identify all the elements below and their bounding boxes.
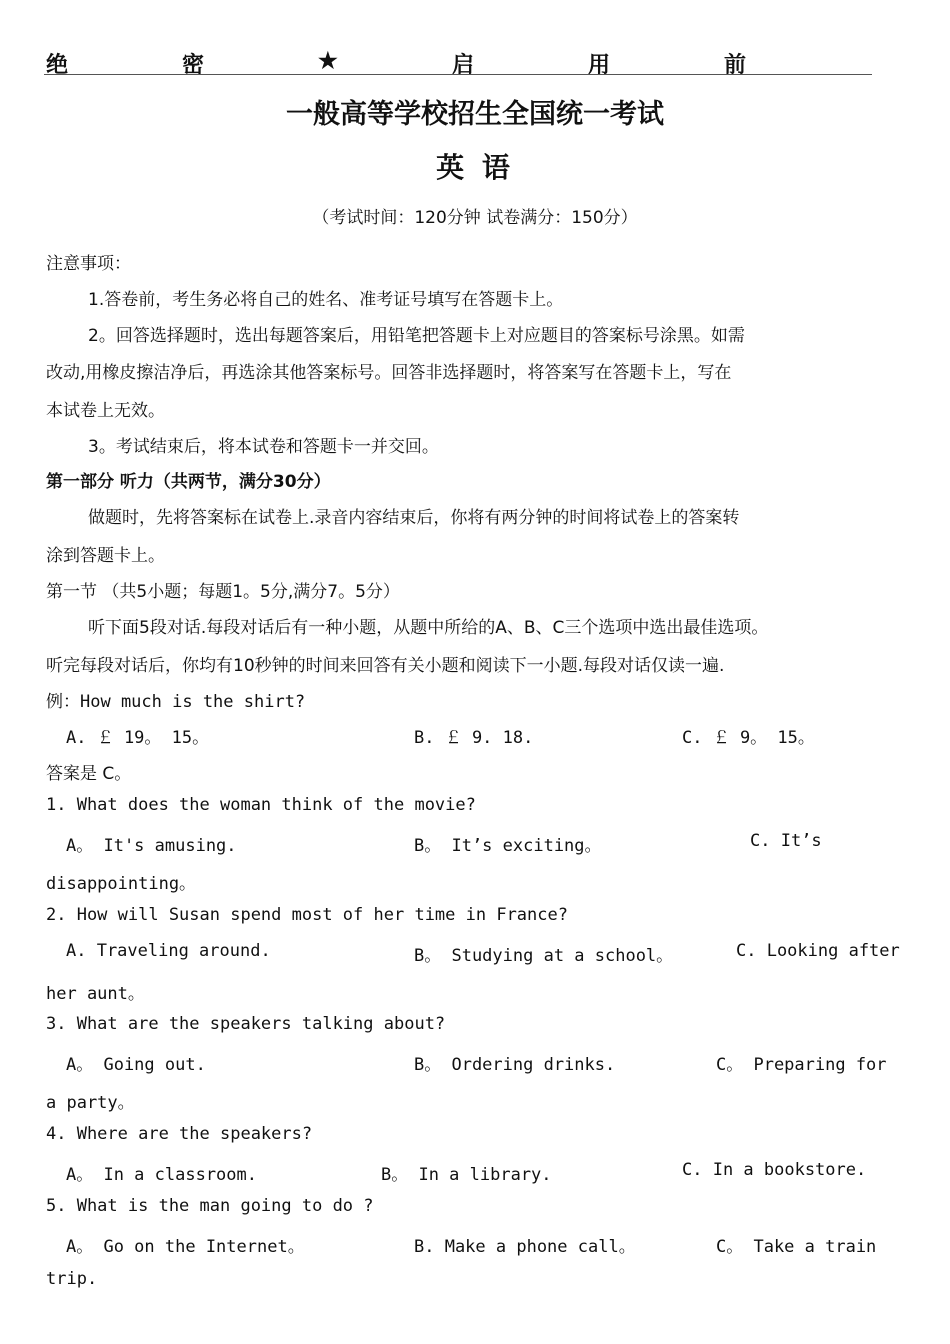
header-char-1: 绝 — [46, 52, 69, 78]
option-b: B。 Studying at a school。 — [414, 946, 674, 966]
section1-heading: 第一节 （共5小题；每题1。5分,满分7。5分） — [46, 582, 400, 602]
section1-instructions-line-1: 听下面5段对话.每段对话后有一种小题，从题中所给的A、B、C三个选项中选出最佳选项。 — [88, 618, 769, 638]
option-c: C. It’s — [750, 831, 822, 851]
header-char-5: 前 — [724, 52, 747, 78]
question-text: 3. What are the speakers talking about? — [46, 1014, 446, 1034]
exam-title: 一般高等学校招生全国统一考试 — [286, 99, 664, 130]
option-c-continued: trip. — [46, 1269, 98, 1289]
subject-title: 英 语 — [436, 151, 514, 184]
option-c-continued: a party。 — [46, 1093, 135, 1113]
option-c-continued: her aunt。 — [46, 984, 145, 1004]
option-b: B。 In a library. — [381, 1165, 552, 1185]
example-option-c: C. ￡ 9。 15。 — [682, 728, 815, 748]
option-a: A。 Go on the Internet。 — [66, 1237, 305, 1257]
header-char-4: 用 — [588, 52, 611, 78]
notes-item-3: 3。考试结束后，将本试卷和答题卡一并交回。 — [88, 437, 439, 457]
header-star: ★ — [318, 48, 338, 74]
notes-heading: 注意事项： — [46, 254, 131, 274]
option-c: C. In a bookstore. — [682, 1160, 867, 1180]
option-a: A。 It's amusing. — [66, 836, 237, 856]
option-a: A. Traveling around. — [66, 941, 271, 961]
option-b: B. Make a phone call。 — [414, 1237, 636, 1257]
notes-item-2-line-3: 本试卷上无效。 — [46, 401, 165, 421]
question-text: 1. What does the woman think of the movie? — [46, 795, 476, 815]
example-question: 例：How much is the shirt? — [46, 692, 306, 712]
exam-info: （考试时间：120分钟 试卷满分：150分） — [312, 208, 638, 228]
notes-item-2-line-2: 改动,用橡皮擦洁净后，再选涂其他答案标号。回答非选择题时，将答案写在答题卡上，写在 — [46, 363, 732, 383]
example-answer: 答案是 C。 — [46, 764, 132, 784]
part1-intro-line-2: 涂到答题卡上。 — [46, 546, 165, 566]
option-c: C。 Take a train — [716, 1237, 877, 1257]
question-text: 2. How will Susan spend most of her time in France? — [46, 905, 568, 925]
option-c: C. Looking after — [736, 941, 900, 961]
notes-item-2-line-1: 2。回答选择题时，选出每题答案后，用铅笔把答题卡上对应题目的答案标号涂黑。如需 — [88, 326, 745, 346]
option-c-continued: disappointing。 — [46, 874, 197, 894]
option-c: C。 Preparing for — [716, 1055, 887, 1075]
notes-item-1: 1.答卷前，考生务必将自己的姓名、准考证号填写在答题卡上。 — [88, 290, 564, 310]
option-b: B。 It’s exciting。 — [414, 836, 602, 856]
option-b: B。 Ordering drinks. — [414, 1055, 616, 1075]
header-char-3: 启 — [452, 52, 475, 78]
header-rule — [44, 74, 872, 75]
question-text: 4. Where are the speakers? — [46, 1124, 313, 1144]
header-char-2: 密 — [182, 52, 205, 78]
part1-heading: 第一部分 听力（共两节，满分30分） — [46, 472, 331, 492]
section1-instructions-line-2: 听完每段对话后，你均有10秒钟的时间来回答有关小题和阅读下一小题.每段对话仅读一遍. — [46, 656, 725, 676]
part1-intro-line-1: 做题时，先将答案标在试卷上.录音内容结束后，你将有两分钟的时间将试卷上的答案转 — [88, 508, 740, 528]
option-a: A。 In a classroom. — [66, 1165, 257, 1185]
option-a: A。 Going out. — [66, 1055, 206, 1075]
example-option-a: A. ￡ 19。 15。 — [66, 728, 210, 748]
question-text: 5. What is the man going to do ? — [46, 1196, 374, 1216]
example-option-b: B. ￡ 9. 18. — [414, 728, 534, 748]
